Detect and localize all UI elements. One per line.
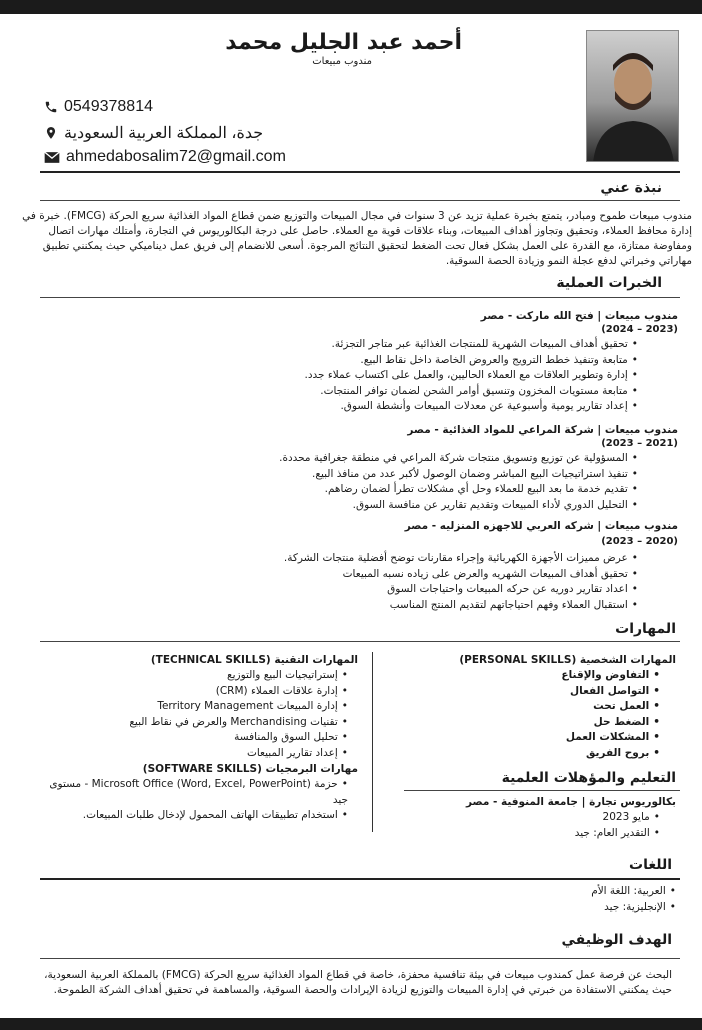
education-details xyxy=(396,810,660,841)
email-address[interactable]: ahmedabosalim72@gmail.com xyxy=(66,148,286,165)
list-item: • تقديم خدمة ما بعد البيع للعملاء وحل أي مشكلات تطرأ لضمان رضاهم. xyxy=(238,482,638,498)
skills-column-divider xyxy=(372,652,373,832)
list-item: • العربية: اللغة الأم xyxy=(376,884,676,900)
list-item: • التفاوض والإقناع xyxy=(386,668,660,684)
list-item: • تحليل السوق والمنافسة xyxy=(38,730,348,746)
list-item: • إستراتيجيات البيع والتوزيع xyxy=(38,668,348,684)
list-item: • التواصل الفعال xyxy=(386,684,660,700)
personal-skills-list xyxy=(386,668,660,761)
list-item: • تحقيق أهداف المبيعات الشهريه والعرض على زياده نسبه المبيعات xyxy=(238,567,638,583)
objective-divider xyxy=(40,958,680,959)
objective-heading: الهدف الوظيفي xyxy=(561,932,672,948)
list-item: • حزمة Microsoft Office (Word, Excel, PowerPoint) - مستوى جيد xyxy=(38,777,348,808)
list-item: • التحليل الدوري لأداء المبيعات وتقديم تقارير عن منافسة السوق. xyxy=(238,498,638,514)
list-item: • المشكلات العمل xyxy=(386,730,660,746)
skills-divider xyxy=(40,641,680,642)
job-1-dates: (2023 – 2024) xyxy=(601,324,678,335)
job-2 xyxy=(238,424,678,513)
list-item: • الضغط حل xyxy=(386,715,660,731)
list-item: • بروح الفريق xyxy=(386,746,660,762)
education-heading: التعليم والمؤهلات العلمية xyxy=(501,770,676,786)
top-bar xyxy=(0,0,702,14)
software-skills-heading: مهارات البرمجيات (SOFTWARE SKILLS) xyxy=(142,763,358,775)
languages-list xyxy=(376,884,676,915)
job-2-bullets xyxy=(238,451,638,513)
about-text: مندوب مبيعات طموح ومبادر، يتمتع بخبرة عملية تزيد عن 3 سنوات في مجال المبيعات والتوزيع ضمن قطاع المواد الغذائية سريع الحركة (FMCG). خبرة في إدارة محافظ العملاء، وتحقيق وتجاوز أهداف المبيعات، وبناء علاقات قوية مع العملاء. حاصل على درجة البكالوريوس في التجارة، وأمتلك مهارات اتصال ومفاوضة ممتازة، مع القدرة على العمل بشكل فعال تحت الضغط لتحقيق النتائج المرجوة. أسعى للانضمام إلى فريق عمل ديناميكي حيث يمكنني تطبيق مهاراتي وخبراتي لدفع عجلة النمو وزيادة الحصة السوقية. xyxy=(22,210,692,267)
objective-text: البحث عن فرصة عمل كمندوب مبيعات في بيئة تنافسية محفزة، خاصة في قطاع المواد الغذائية سريع الحركة (FMCG) بالمملكة العربية السعودية، حيث يمكنني الاستفادة من خبرتي في إدارة المبيعات والتوزيع لزيادة الإيرادات والحصة السوقية، والمساهمة في تحقيق أهداف الشركة الطموحة. xyxy=(44,969,672,996)
job-1 xyxy=(238,310,678,415)
technical-skills-heading: المهارات التقنية (TECHNICAL SKILLS) xyxy=(150,654,358,666)
person-silhouette-icon xyxy=(587,31,679,162)
candidate-name: أحمد عبد الجليل محمد xyxy=(225,30,462,55)
experience-heading: الخبرات العملية xyxy=(556,275,662,291)
profile-photo xyxy=(586,30,679,162)
list-item: • متابعة وتنفيذ خطط الترويج والعروض الخاصة داخل نقاط البيع. xyxy=(238,353,638,369)
languages-divider xyxy=(40,878,680,880)
header-divider xyxy=(40,171,680,173)
phone-row xyxy=(44,98,153,116)
job-2-title: مندوب مبيعات | شركة المراعي للمواد الغذائية - مصر xyxy=(407,424,678,436)
list-item: • المسؤولية عن توزيع وتسويق منتجات شركة المراعي في منطقة جغرافية محددة. xyxy=(238,451,638,467)
list-item: • إعداد تقارير يومية وأسبوعية عن معدلات المبيعات وأنشطة السوق. xyxy=(238,399,638,415)
list-item: • العمل تحت xyxy=(386,699,660,715)
location-row xyxy=(44,123,263,143)
job-3-bullets xyxy=(238,551,638,613)
list-item: • تقنيات Merchandising والعرض في نقاط البيع xyxy=(38,715,348,731)
list-item: • التقدير العام: جيد xyxy=(396,826,660,842)
job-3-dates: (2020 – 2023) xyxy=(601,536,678,547)
software-skills-list xyxy=(38,777,348,824)
education-divider xyxy=(404,790,680,791)
personal-skills xyxy=(386,654,676,761)
education-block xyxy=(396,796,676,841)
languages-heading: اللغات xyxy=(629,857,672,873)
list-item: • مايو 2023 xyxy=(396,810,660,826)
list-item: • تنفيذ استراتيجيات البيع المباشر وضمان الوصول لأكبر عدد من منافذ البيع. xyxy=(238,467,638,483)
experience-divider xyxy=(40,297,680,298)
skills-heading: المهارات xyxy=(615,621,676,637)
personal-skills-heading: المهارات الشخصية (PERSONAL SKILLS) xyxy=(459,654,676,666)
location-pin-icon xyxy=(44,125,58,141)
technical-skills-list xyxy=(38,668,348,761)
email-icon xyxy=(44,151,60,164)
location-text: جدة، المملكة العربية السعودية xyxy=(64,125,264,142)
about-divider xyxy=(40,200,680,201)
list-item: • الإنجليزية: جيد xyxy=(376,900,676,916)
list-item: • إعداد تقارير المبيعات xyxy=(38,746,348,762)
technical-skills xyxy=(38,654,358,824)
phone-icon xyxy=(44,100,58,114)
list-item: • تحقيق أهداف المبيعات الشهرية للمنتجات الغذائية عبر متاجر التجزئة. xyxy=(238,337,638,353)
job-2-dates: (2021 – 2023) xyxy=(601,438,678,449)
about-heading: نبذة عني xyxy=(600,180,662,196)
list-item: • إدارة علاقات العملاء (CRM) xyxy=(38,684,348,700)
list-item: • عرض مميزات الأجهزة الكهربائية وإجراء مقارنات توضح أفضلية منتجات الشركة. xyxy=(238,551,638,567)
job-3-title: مندوب مبيعات | شركه العربي للاجهزه المنزليه - مصر xyxy=(404,520,678,532)
list-item: • استخدام تطبيقات الهاتف المحمول لإدخال طلبات المبيعات. xyxy=(38,808,348,824)
list-item: • استقبال العملاء وفهم احتياجاتهم لتقديم المنتج المناسب xyxy=(238,598,638,614)
list-item: • متابعة مستويات المخزون وتنسيق أوامر الشحن لضمان توافر المنتجات. xyxy=(238,384,638,400)
bottom-bar xyxy=(0,1018,702,1030)
job-1-title: مندوب مبيعات | فتح الله ماركت - مصر xyxy=(480,310,678,322)
list-item: • إدارة المبيعات Territory Management xyxy=(38,699,348,715)
degree-title: بكالوريوس تجارة | جامعة المنوفية - مصر xyxy=(465,796,676,808)
list-item: • اعداد تقارير دوريه عن حركه المبيعات واحتياجات السوق xyxy=(238,582,638,598)
phone-number[interactable]: 0549378814 xyxy=(64,98,153,115)
job-3 xyxy=(238,520,678,613)
list-item: • إدارة وتطوير العلاقات مع العملاء الحاليين، والعمل على اكتساب عملاء جدد. xyxy=(238,368,638,384)
job-title: مندوب مبيعات xyxy=(312,56,372,67)
email-row xyxy=(44,148,286,166)
job-1-bullets xyxy=(238,337,638,415)
